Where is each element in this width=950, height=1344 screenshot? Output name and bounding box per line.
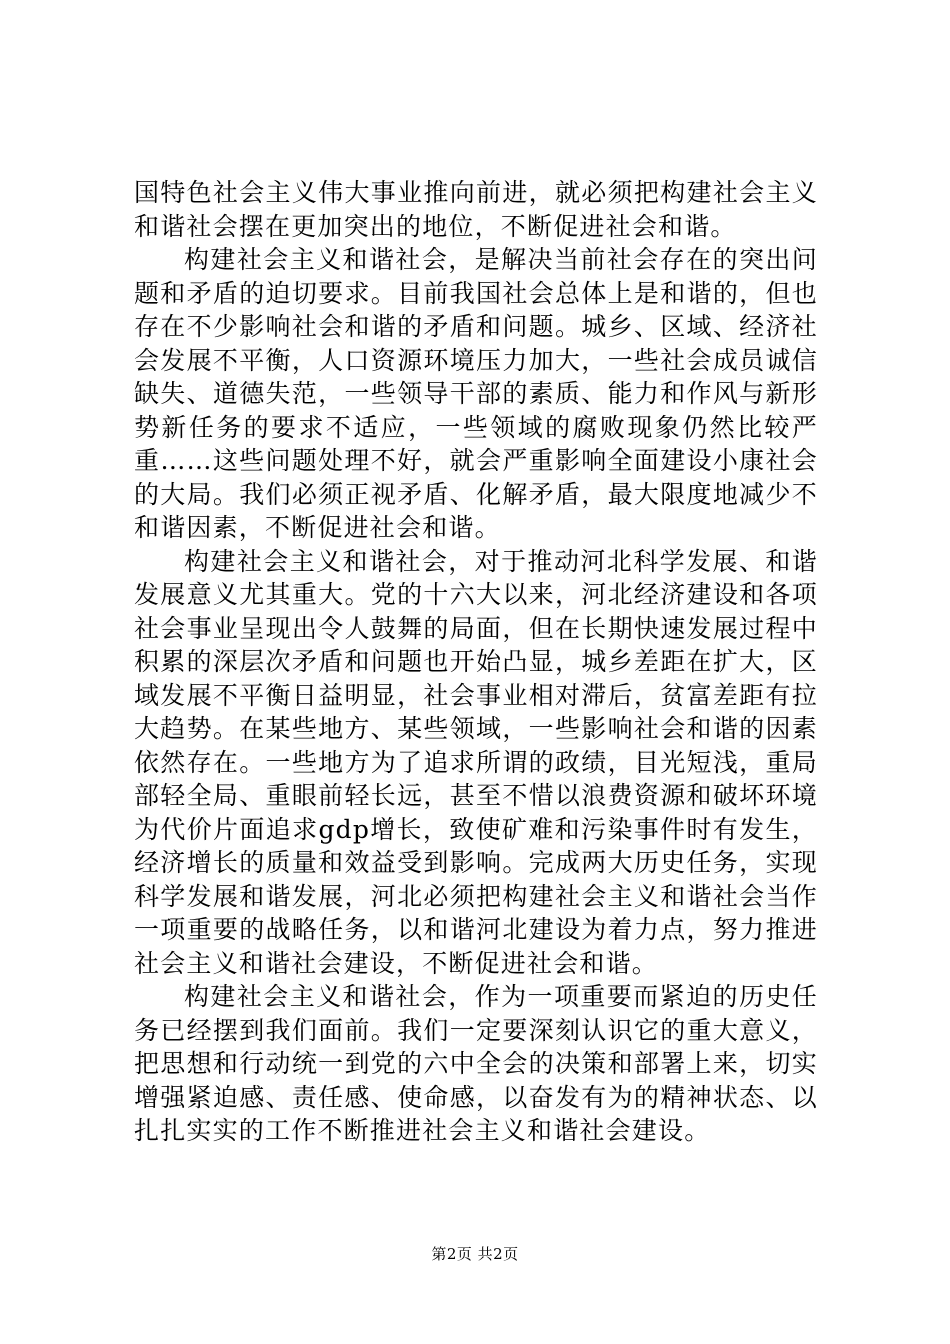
paragraph-3: 构建社会主义和谐社会，对于推动河北科学发展、和谐发展意义尤其重大。党的十六大以来，河北经济建设和各项社会事业呈现出令人鼓舞的局面，但在长期快速发展过程中积累的深层次矛盾和问题也开始凸显，城乡差距在扩大，区域发展不平衡日益明显，社会事业相对滞后，贫富差距有拉大趋势。在某些地方、某些领域，一些影响社会和谐的因素依然存在。一些地方为了追求所谓的政绩，目光短浅，重局部轻全局、重眼前轻长远，甚至不惜以浪费资源和破坏环境为代价片面追求gdp增长，致使矿难和污染事件时有发生，经济增长的质量和效益受到影响。完成两大历史任务，实现科学发展和谐发展，河北必须把构建社会主义和谐社会当作一项重要的战略任务，以和谐河北建设为着力点，努力推进社会主义和谐社会建设，不断促进社会和谐。: [134, 546, 818, 978]
paragraph-1: 国特色社会主义伟大事业推向前进，就必须把构建社会主义和谐社会摆在更加突出的地位，不断促进社会和谐。: [134, 178, 818, 241]
paragraph-2: 构建社会主义和谐社会，是解决当前社会存在的突出问题和矛盾的迫切要求。目前我国社会总体上是和谐的，但也存在不少影响社会和谐的矛盾和问题。城乡、区域、经济社会发展不平衡，人口资源环境压力加大，一些社会成员诚信缺失、道德失范，一些领导干部的素质、能力和作风与新形势新任务的要求不适应，一些领域的腐败现象仍然比较严重……这些问题处理不好，就会严重影响全面建设小康社会的大局。我们必须正视矛盾、化解矛盾，最大限度地减少不和谐因素，不断促进社会和谐。: [134, 245, 818, 542]
paragraph-4: 构建社会主义和谐社会，作为一项重要而紧迫的历史任务已经摆到我们面前。我们一定要深刻认识它的重大意义，把思想和行动统一到党的六中全会的决策和部署上来，切实增强紧迫感、责任感、使命感，以奋发有为的精神状态、以扎扎实实的工作不断推进社会主义和谐社会建设。: [134, 982, 818, 1145]
page-number-footer: 第2页 共2页: [431, 1245, 519, 1263]
document-body: [134, 176, 818, 1148]
